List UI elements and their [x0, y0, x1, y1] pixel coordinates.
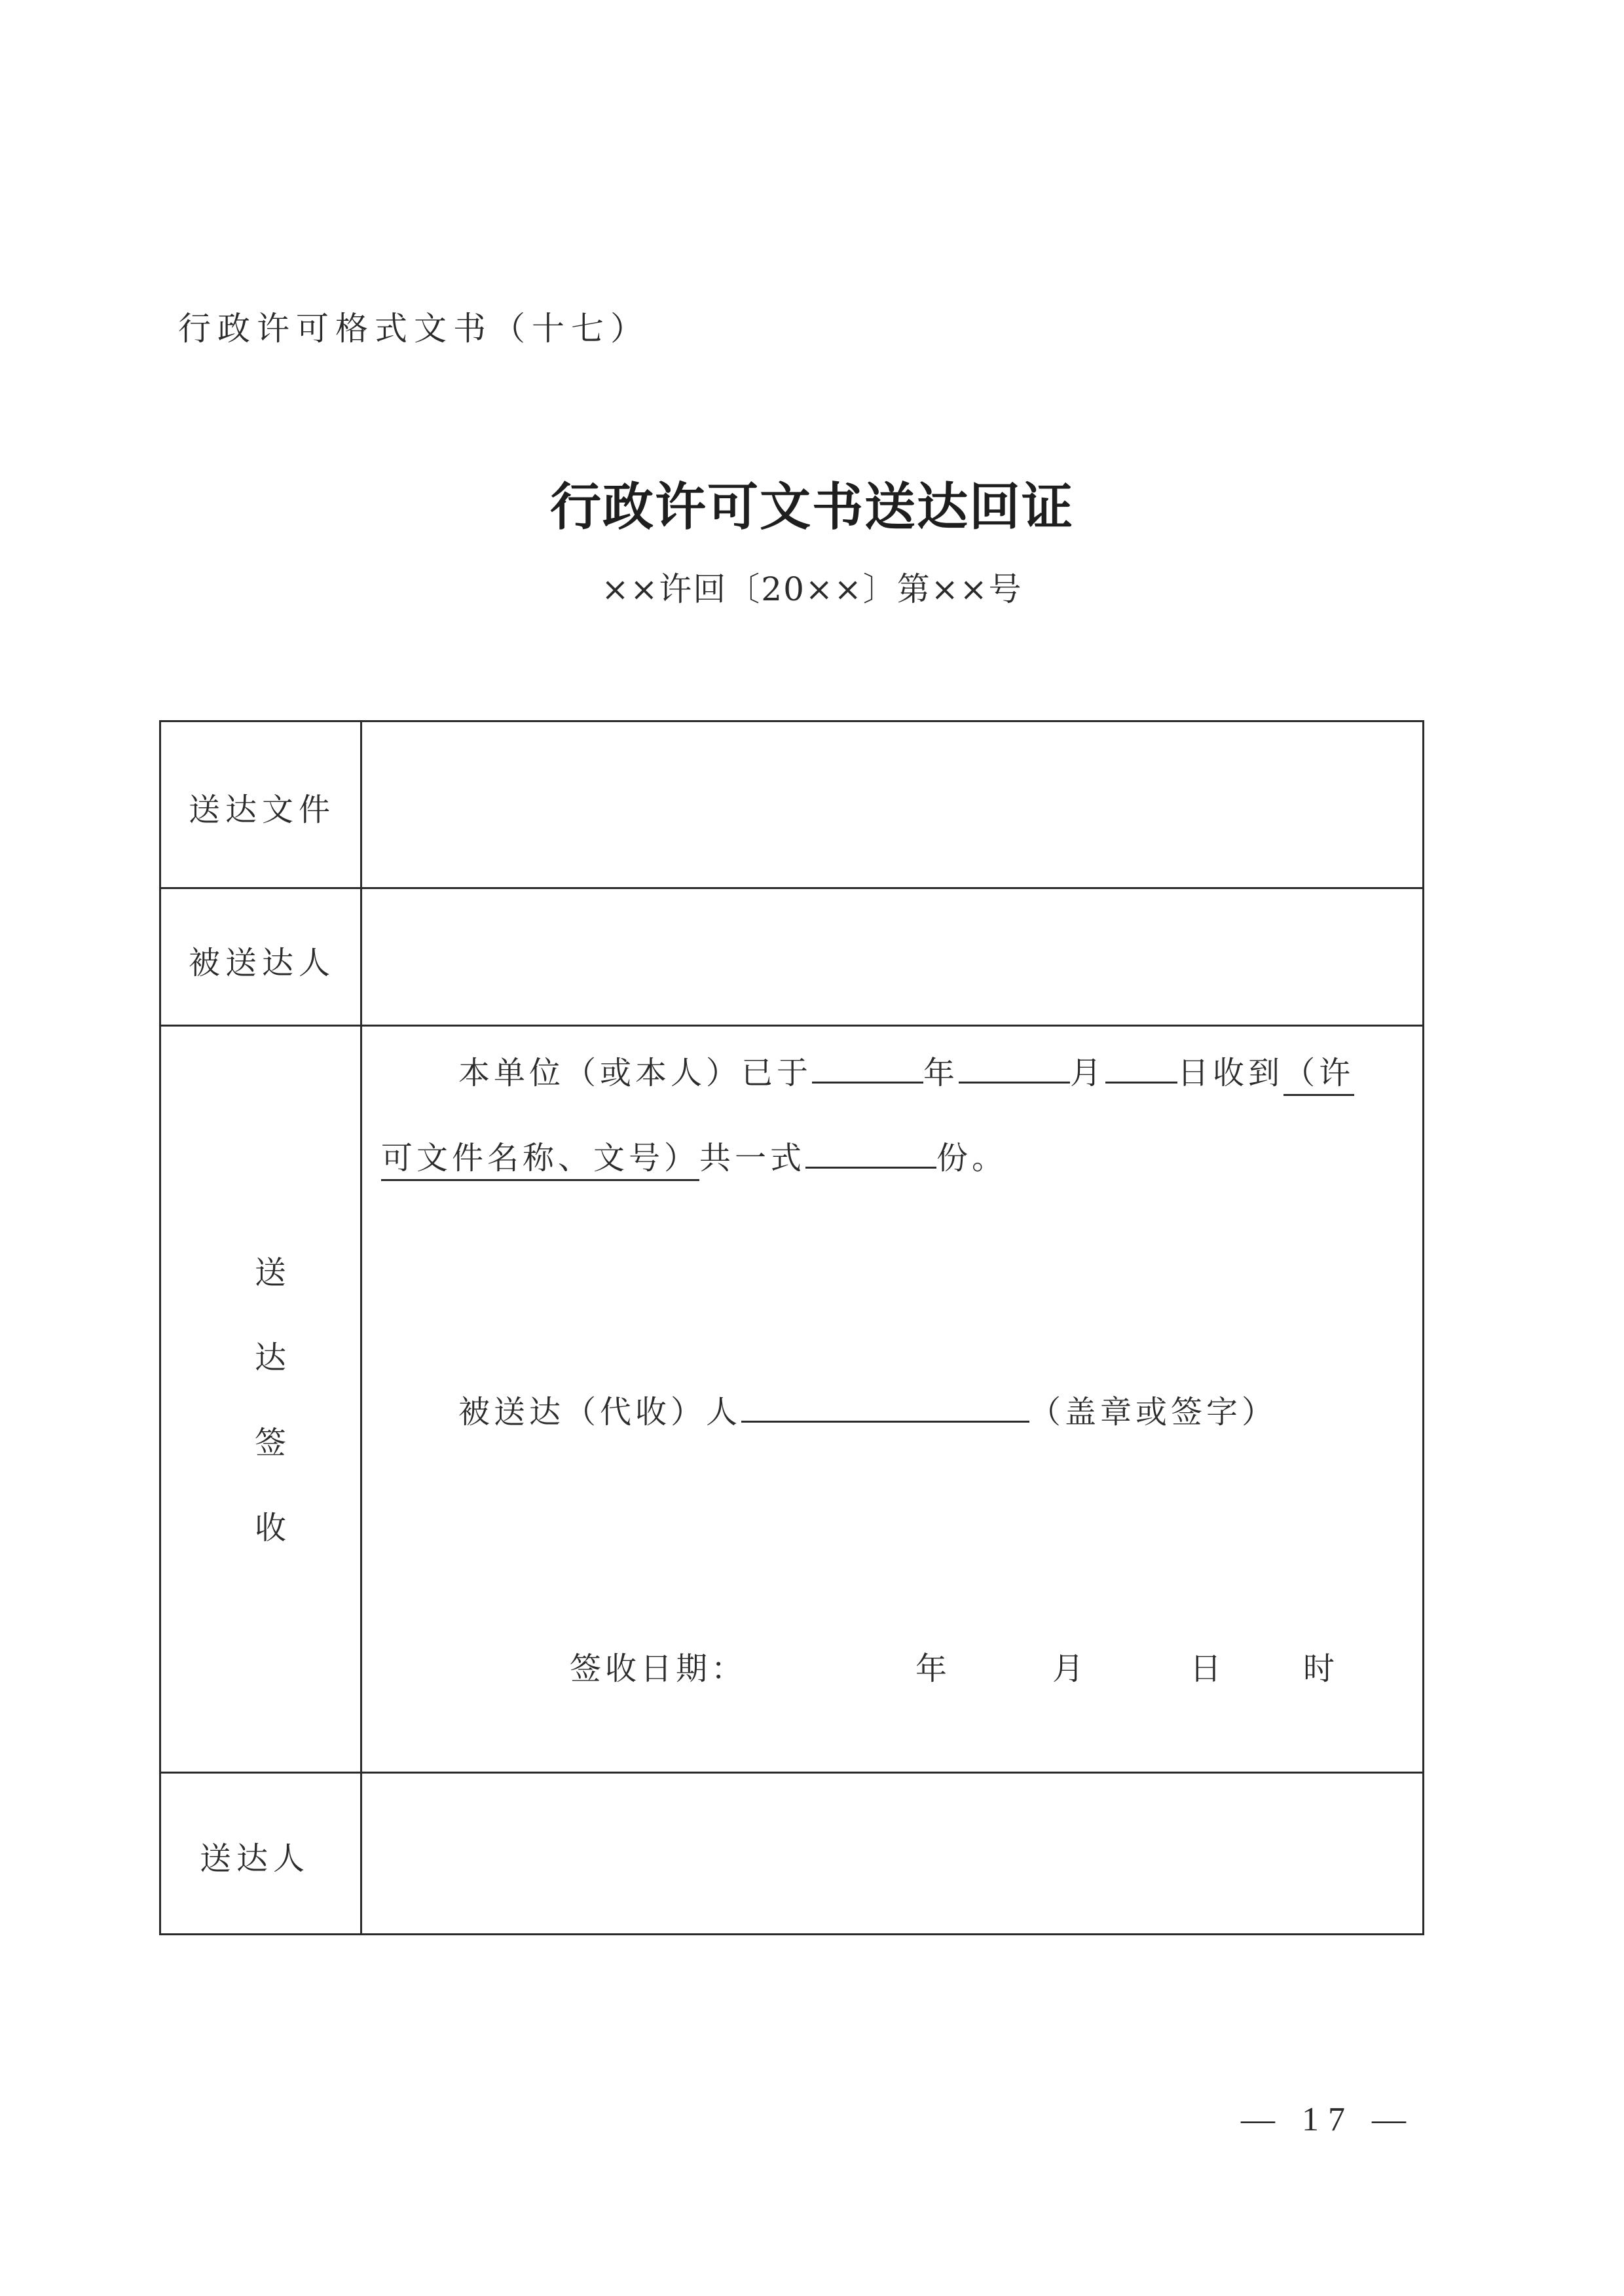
receipt-text: 本单位（或本人）已于 — [458, 1055, 813, 1091]
doc-name-underlined: 可文件名称、文号） — [381, 1140, 699, 1181]
signature-label-char: 达 — [254, 1339, 286, 1376]
format-label: 行政许可格式文书（十七） — [178, 310, 650, 348]
sign-date-hour: 时 — [1303, 1650, 1335, 1687]
receipt-statement-line1 — [458, 1048, 1354, 1093]
document-number: ××许回〔20××〕第××号 — [601, 570, 1023, 608]
row-divider — [159, 1772, 1424, 1774]
page-title: 行政许可文书送达回证 — [549, 477, 1074, 537]
column-divider — [360, 720, 362, 1935]
receipt-month: 月 — [1070, 1055, 1106, 1091]
copies-suffix: 份。 — [936, 1140, 1008, 1176]
sign-date-year: 年 — [915, 1650, 948, 1687]
sign-date-label: 签收日期： — [570, 1650, 747, 1687]
sign-date-month: 月 — [1052, 1650, 1084, 1687]
receipt-year: 年 — [923, 1055, 959, 1091]
row-divider — [159, 1025, 1424, 1027]
month-blank[interactable] — [959, 1053, 1070, 1084]
day-blank[interactable] — [1105, 1053, 1177, 1084]
row-label-recipient: 被送达人 — [189, 945, 336, 981]
page-number: — 17 — — [1241, 2101, 1415, 2138]
receipt-day: 日收到 — [1177, 1055, 1284, 1091]
row-label-documents: 送达文件 — [189, 792, 336, 828]
copies-blank[interactable] — [805, 1138, 936, 1169]
recipient-prefix: 被送达（代收）人 — [458, 1394, 742, 1430]
signature-label-char: 签 — [254, 1425, 286, 1461]
row-divider — [159, 887, 1424, 889]
recipient-signature-blank[interactable] — [741, 1392, 1029, 1423]
receipt-statement-line2 — [381, 1133, 1007, 1178]
year-blank[interactable] — [812, 1053, 923, 1084]
row-label-deliverer: 送达人 — [200, 1840, 310, 1877]
row-label-signature — [251, 1247, 290, 1588]
signature-label-char: 送 — [254, 1254, 286, 1291]
recipient-suffix: （盖章或签字） — [1029, 1394, 1278, 1430]
doc-name-underlined: （许 — [1283, 1055, 1354, 1096]
copies-prefix: 共一式 — [699, 1140, 806, 1176]
signature-label-char: 收 — [254, 1510, 286, 1546]
recipient-signature-line — [458, 1387, 1277, 1432]
sign-date-day: 日 — [1190, 1650, 1222, 1687]
delivery-receipt-table — [159, 720, 1424, 1935]
